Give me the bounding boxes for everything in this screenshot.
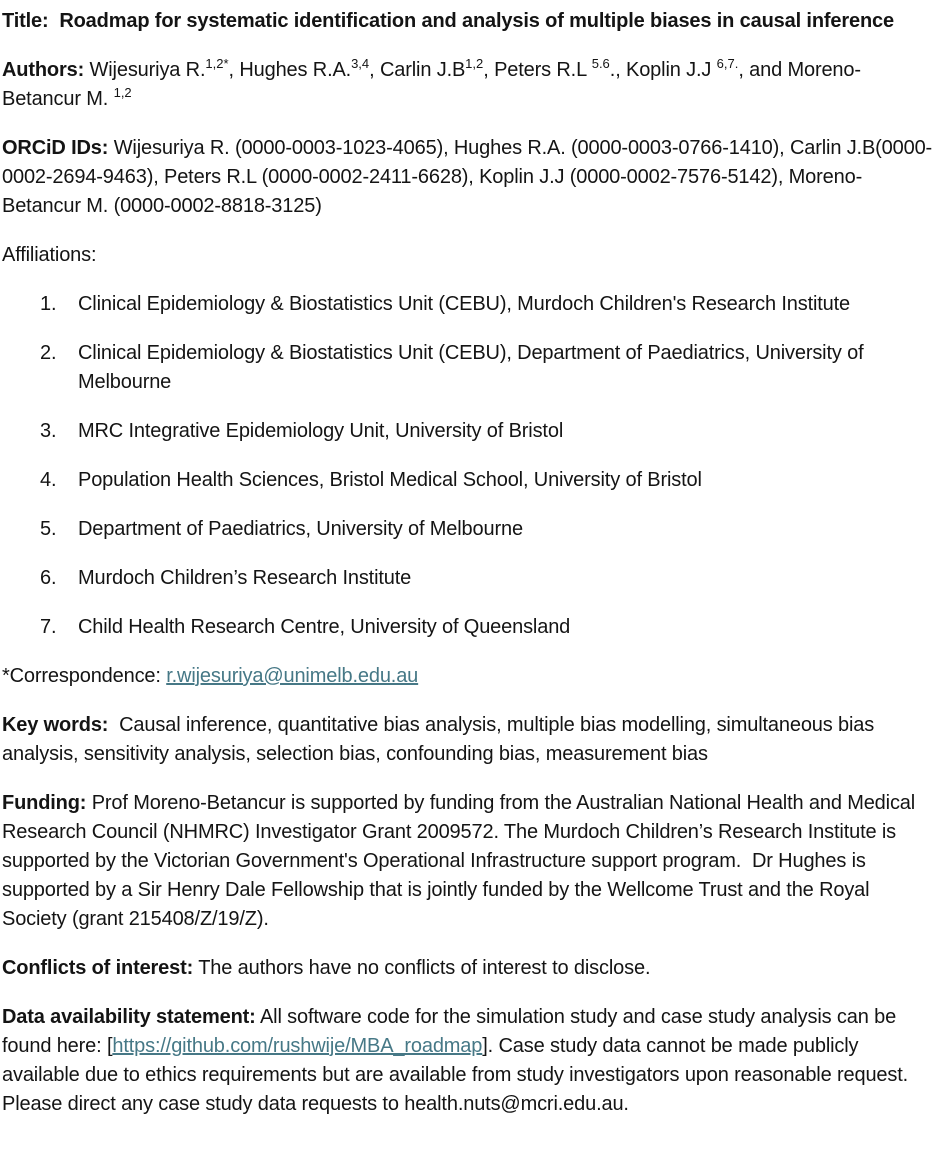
- text-run: , and Moreno-Betancur M.: [2, 59, 861, 110]
- correspondence-paragraph: [2, 662, 936, 691]
- superscript-affiliation-refs: 6,7.: [716, 56, 739, 71]
- orcid-paragraph: [2, 134, 936, 221]
- superscript-affiliation-refs: 1,2: [113, 85, 132, 100]
- affiliation-item: MRC Integrative Epidemiology Unit, University of Bristol: [78, 420, 564, 442]
- text-run: *Correspondence:: [2, 665, 167, 687]
- affiliation-item: Clinical Epidemiology & Biostatistics Unit (CEBU), Department of Paediatrics, University of Melbourne: [78, 342, 864, 393]
- superscript-affiliation-refs: 1,2: [465, 56, 484, 71]
- text-run: Prof Moreno-Betancur is supported by funding from the Australian National Health and Medical Research Council (NHMRC) Investigator Grant 2009572. The Murdoch Children’s Research Institute is supported by the Victorian Government's Operational Infrastructure support program. Dr Hughes is supported by a Sir Henry Dale Fellowship that is jointly funded by the Wellcome Trust and the Royal Society (grant 215408/Z/19/Z).: [2, 792, 916, 930]
- text-run: ., Koplin J.J: [609, 59, 717, 81]
- bold-label: Authors:: [2, 59, 85, 81]
- text-run: , Hughes R.A.: [228, 59, 352, 81]
- correspondence-email-link[interactable]: r.wijesuriya@unimelb.edu.au: [166, 665, 419, 687]
- superscript-affiliation-refs: 3,4: [351, 56, 370, 71]
- github-repo-link[interactable]: https://github.com/rushwije/MBA_roadmap: [112, 1035, 483, 1057]
- bold-label: Key words:: [2, 714, 109, 736]
- text-run: Wijesuriya R.: [84, 59, 206, 81]
- affiliation-item: Population Health Sciences, Bristol Medical School, University of Bristol: [78, 469, 702, 491]
- affiliations-label: Affiliations:: [2, 244, 97, 266]
- text-run: All software code for the simulation study and case study analysis can be found here: [: [2, 1006, 897, 1057]
- superscript-affiliation-refs: 5.6: [591, 56, 610, 71]
- affiliation-item: Department of Paediatrics, University of Melbourne: [78, 518, 523, 540]
- title-paragraph: [2, 7, 936, 36]
- bold-label: Funding:: [2, 792, 87, 814]
- funding-paragraph: [2, 789, 936, 934]
- text-run: ]. Case study data cannot be made publicly available due to ethics requirements but are available from study investigators upon reasonable request. Please direct any case study data requests to health.nuts@mcri.edu.au.: [2, 1035, 909, 1115]
- bold-label: Conflicts of interest:: [2, 957, 194, 979]
- text-run: The authors have no conflicts of interest to disclose.: [193, 957, 651, 979]
- keywords-paragraph: [2, 711, 936, 769]
- text-run: Causal inference, quantitative bias analysis, multiple bias modelling, simultaneous bias analysis, sensitivity analysis, selection bias, confounding bias, measurement bias: [2, 714, 875, 765]
- conflicts-paragraph: [2, 954, 936, 983]
- bold-label: Data availability statement:: [2, 1006, 256, 1028]
- bold-label: Title: Roadmap for systematic identification and analysis of multiple biases in causal inference: [2, 10, 895, 32]
- affiliation-item: Child Health Research Centre, University of Queensland: [78, 616, 571, 638]
- affiliation-item: Clinical Epidemiology & Biostatistics Unit (CEBU), Murdoch Children's Research Institute: [78, 293, 851, 315]
- superscript-affiliation-refs: 1,2*: [205, 56, 229, 71]
- text-run: , Carlin J.B: [369, 59, 466, 81]
- affiliations-list: [2, 290, 936, 642]
- affiliation-item: Murdoch Children’s Research Institute: [78, 567, 412, 589]
- data-availability-paragraph: [2, 1003, 936, 1119]
- bold-label: ORCiD IDs:: [2, 137, 109, 159]
- text-run: , Peters R.L: [483, 59, 592, 81]
- text-run: Wijesuriya R. (0000-0003-1023-4065), Hughes R.A. (0000-0003-0766-1410), Carlin J.B(0000-0002-2694-9463), Peters R.L (0000-0002-2411-6628), Koplin J.J (0000-0002-7576-5142), Moreno-Betancur M. (0000-0002-8818-3125): [2, 137, 933, 217]
- authors-paragraph: [2, 56, 936, 114]
